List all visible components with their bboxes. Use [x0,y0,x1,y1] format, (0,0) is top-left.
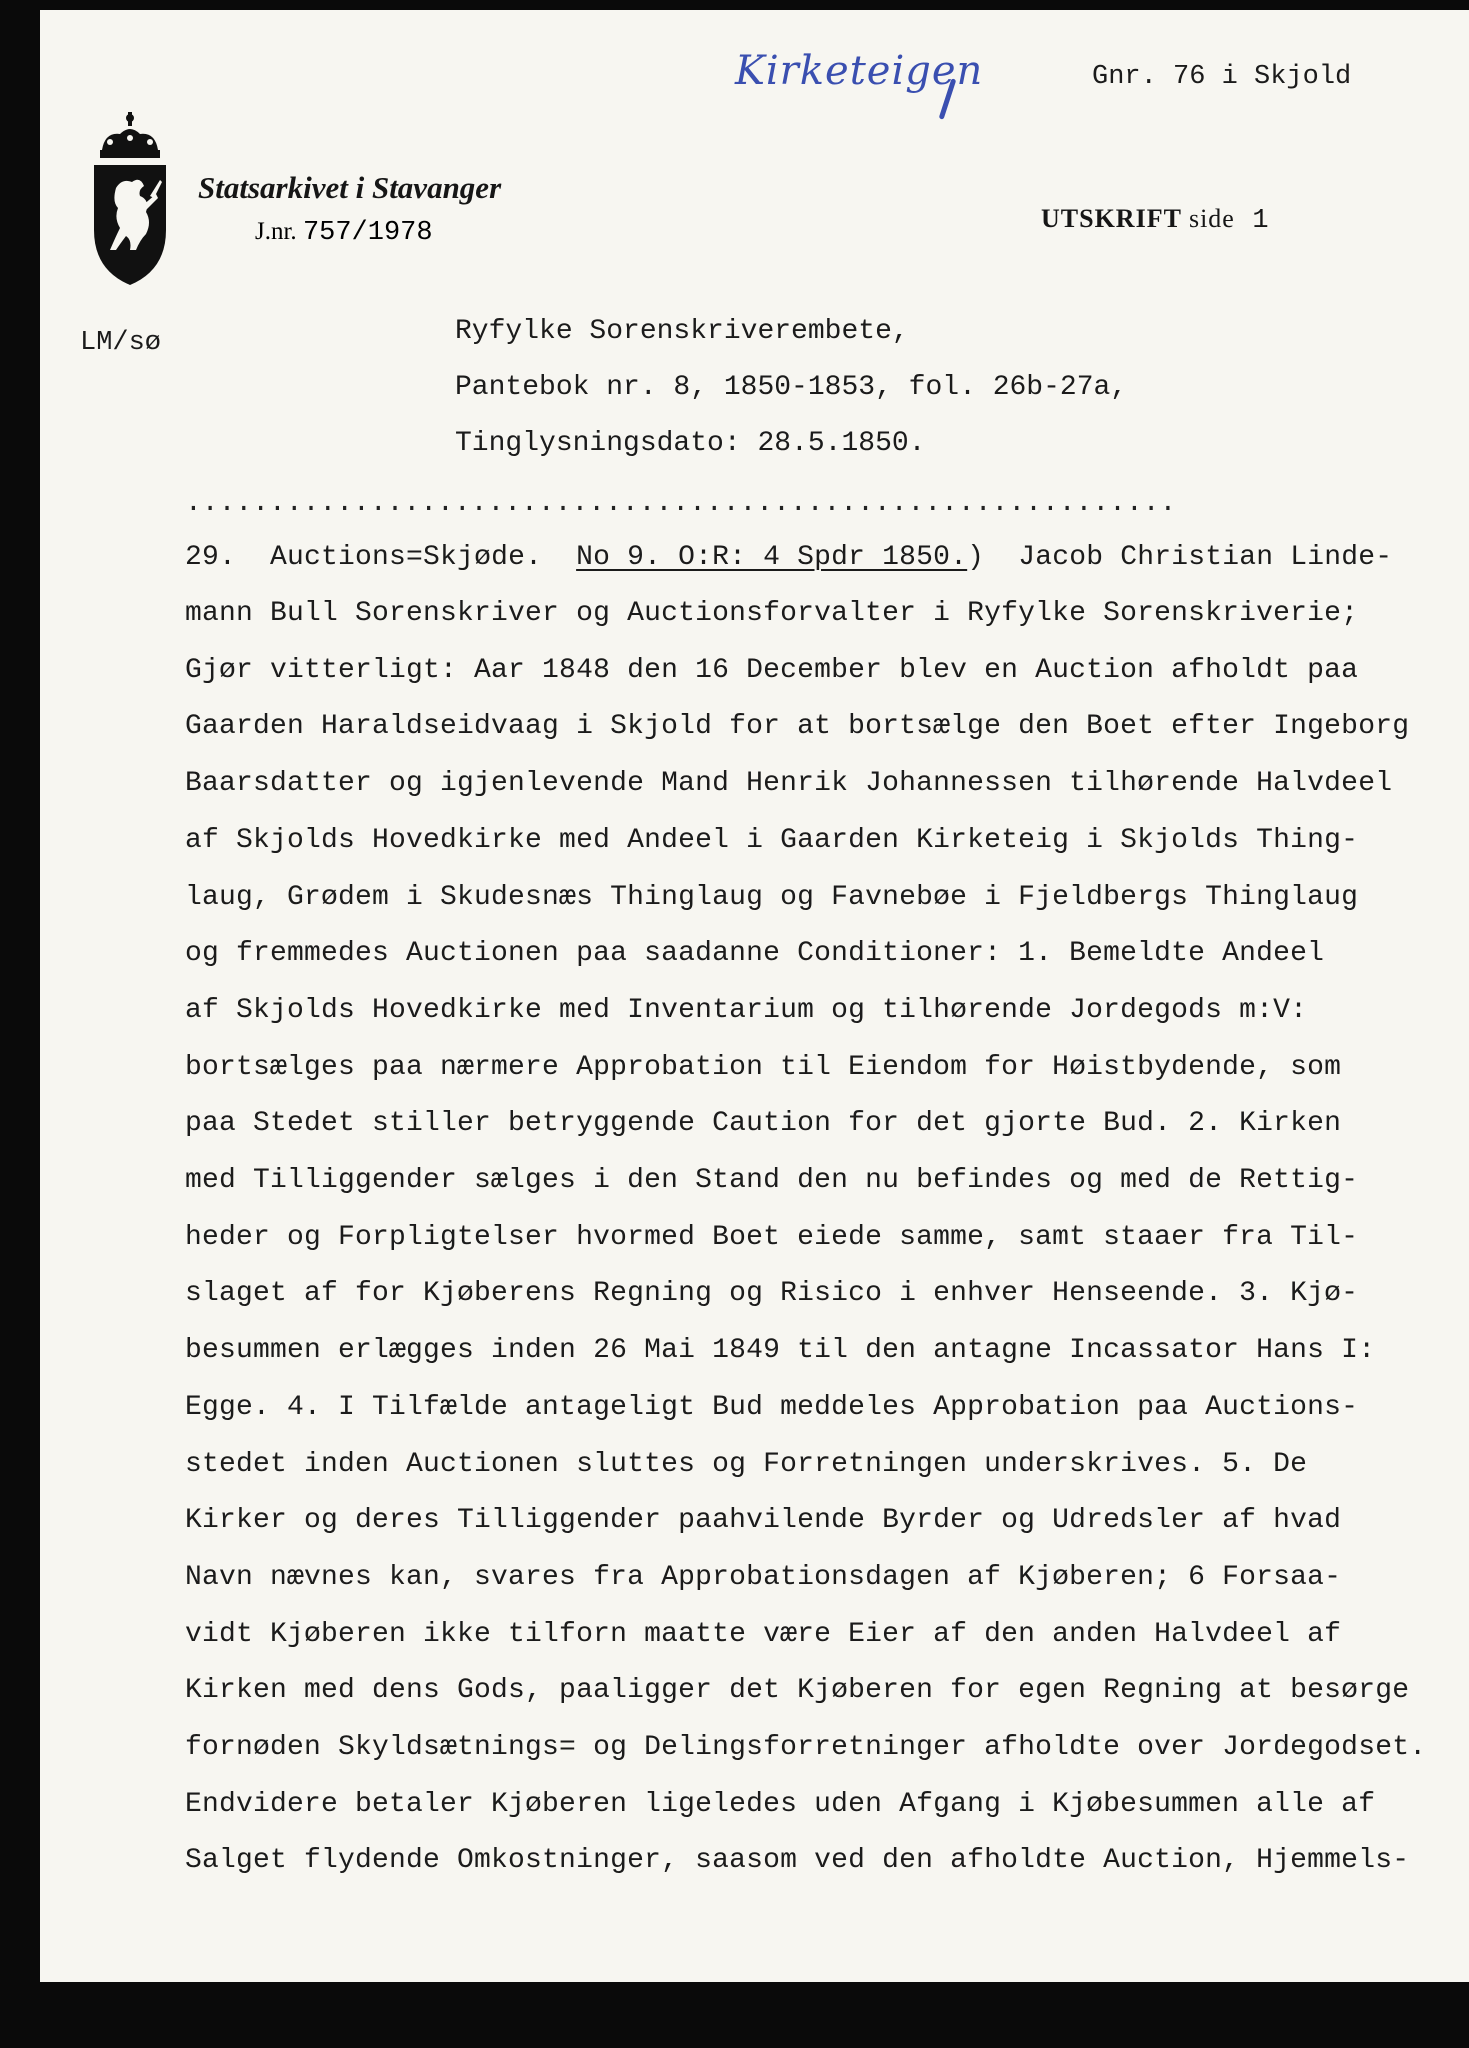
entry-line: besummen erlægges inden 26 Mai 1849 til den antagne Incassator Hans I: [185,1335,1376,1367]
entry-line: mann Bull Sorenskriver og Auctionsforvalter i Ryfylke Sorenskriverie; [185,598,1359,629]
utskrift-title: UTSKRIFT [1041,204,1182,233]
source-book: Pantebok nr. 8, 1850-1853, fol. 26b-27a, [455,372,1128,403]
entry-line: bortsælges paa nærmere Approbation til Eiendom for Høistbydende, som [185,1051,1342,1083]
source-office: Ryfylke Sorenskriverembete, [455,316,909,347]
entry-line: Kirker og deres Tilliggender paahvilende Byrder og Udredsler af hvad [185,1505,1342,1537]
journal-prefix: J.nr. [255,218,297,245]
entry-line: og fremmedes Auctionen paa saadanne Conditioner: 1. Bemeldte Andeel [185,938,1325,970]
entry-line: Navn nævnes kan, svares fra Approbationsdagen af Kjøberen; 6 Forsaa- [185,1561,1342,1593]
entry-first-line-rest: Jacob Christian Linde- [1018,542,1393,573]
journal-number [255,218,433,248]
norwegian-coat-of-arms-icon [80,110,180,290]
entry-line: laug, Grødem i Skudesnæs Thinglaug og Favnebøe i Fjeldbergs Thinglaug [185,881,1359,913]
entry-first-line [185,542,1392,573]
entry-line: af Skjolds Hovedkirke med Inventarium og tilhørende Jordegods m:V: [185,994,1308,1026]
entry-line: Salget flydende Omkostninger, saasom ved den afholdte Auction, Hjemmels- [185,1845,1410,1877]
entry-line: fornøden Skyldsætnings= og Delingsforretninger afholdte over Jordegodset. [185,1732,1427,1763]
entry-line: vidt Kjøberen ikke tilforn maatte være Eier af den anden Halvdeel af [185,1618,1342,1650]
archive-name: Statsarkivet i Stavanger [198,170,502,205]
journal-value: 757/1978 [302,218,433,248]
source-date: Tinglysningsdato: 28.5.1850. [455,428,926,459]
entry-number: 29. [185,542,237,573]
entry-ref: No 9. O:R: 4 Spdr 1850. [576,542,968,573]
farm-reference: Gnr. 76 i Skjold [1092,62,1352,92]
side-label: side [1188,204,1235,233]
entry-line: Kirken med dens Gods, paaligger det Kjøberen for egen Regning at besørge [185,1675,1410,1707]
entry-line: Gjør vitterligt: Aar 1848 den 16 December blev en Auction afholdt paa [185,654,1359,686]
entry-line: heder og Forpligtelser hvormed Boet eiede samme, samt staaer fra Til- [185,1221,1359,1253]
handwritten-note: Kirketeigen [735,48,984,94]
entry-line: af Skjolds Hovedkirke med Andeel i Gaarden Kirketeig i Skjolds Thing- [185,824,1359,856]
utskrift-label [1041,204,1270,236]
entry-line: paa Stedet stiller betryggende Caution for det gjorte Bud. 2. Kirken [185,1108,1342,1140]
dotted-separator: ........................................................... [185,488,1177,519]
entry-line: slaget af for Kjøberens Regning og Risico i enhver Henseende. 3. Kjø- [185,1278,1359,1310]
document-page [40,10,1469,1982]
entry-line: med Tilliggender sælges i den Stand den nu befindes og med de Rettig- [185,1165,1359,1196]
page-number: 1 [1252,206,1270,236]
entry-line: Gaarden Haraldseidvaag i Skjold for at bortsælge den Boet efter Ingeborg [185,711,1410,743]
entry-line: stedet inden Auctionen sluttes og Forretningen underskrives. 5. De [185,1448,1308,1480]
entry-line: Egge. 4. I Tilfælde antageligt Bud meddeles Approbation paa Auctions- [185,1391,1359,1423]
initials: LM/sø [80,328,162,358]
entry-ref-close: ) [967,542,985,573]
entry-title: Auctions=Skjøde. [270,542,543,573]
entry-line: Endvidere betaler Kjøberen ligeledes uden Afgang i Kjøbesummen alle af [185,1788,1376,1820]
entry-line: Baarsdatter og igjenlevende Mand Henrik Johannessen tilhørende Halvdeel [185,768,1393,800]
